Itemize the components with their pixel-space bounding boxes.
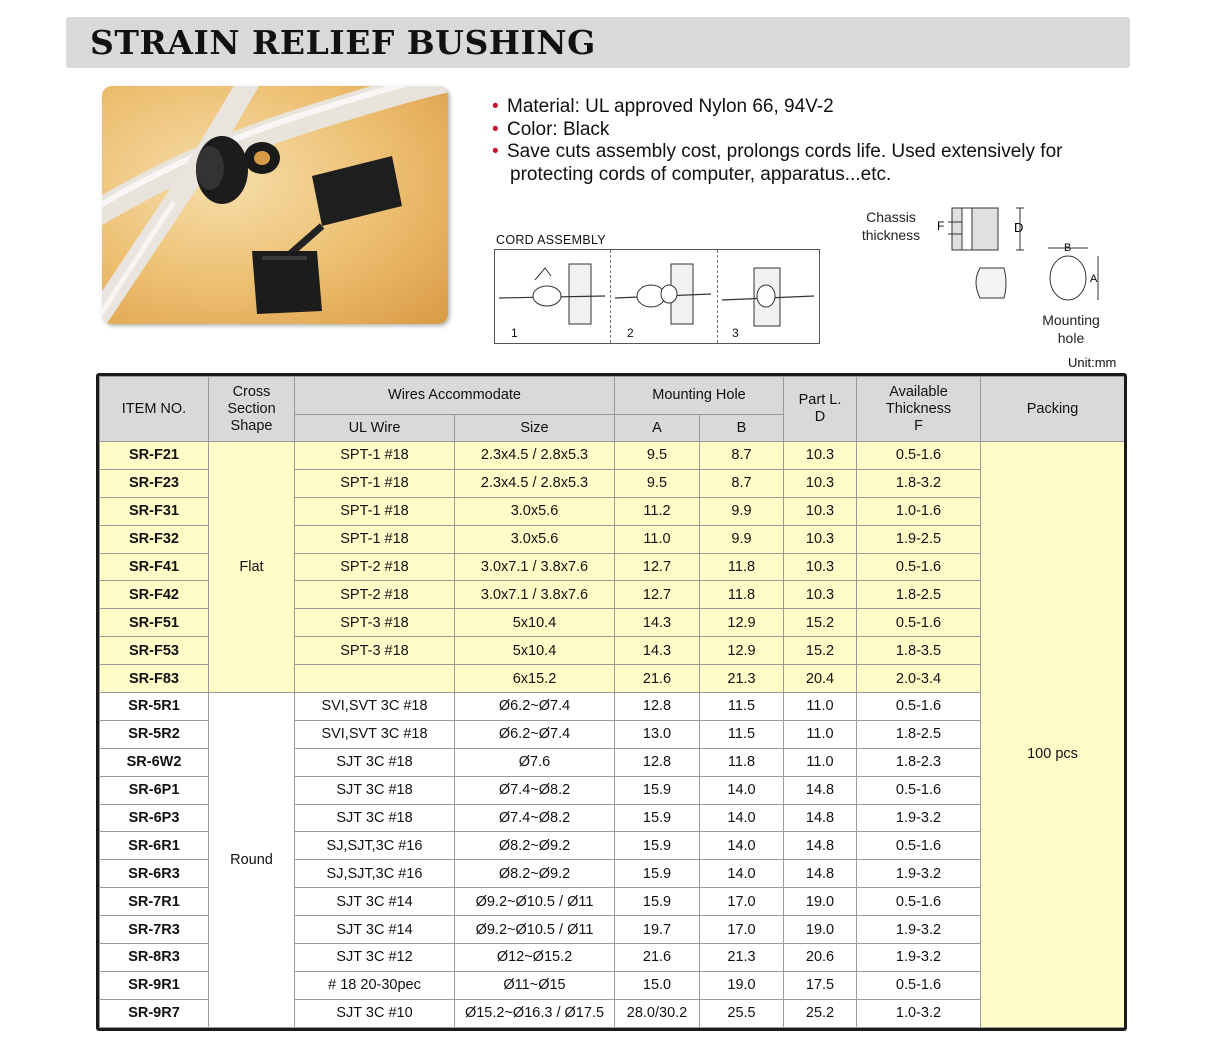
thickness-cell: 0.5-1.6 [857,776,981,804]
size-cell: Ø9.2~Ø10.5 / Ø11 [455,888,615,916]
mount-a-cell: 14.3 [615,609,700,637]
mount-a-cell: 15.0 [615,971,700,999]
thickness-cell: 1.8-2.3 [857,748,981,776]
ul-wire-cell: SJT 3C #10 [295,999,455,1027]
header-packing: Packing [981,377,1125,442]
part-l-cell: 19.0 [784,888,857,916]
cord-step-number: 2 [627,326,634,340]
item-no-cell: SR-8R3 [100,944,209,972]
thickness-cell: 1.8-2.5 [857,581,981,609]
mount-b-cell: 8.7 [700,469,784,497]
thickness-cell: 0.5-1.6 [857,553,981,581]
item-no-cell: SR-F23 [100,469,209,497]
part-l-cell: 10.3 [784,442,857,470]
label-b: B [1064,242,1072,254]
feature-text: protecting cords of computer, apparatus...etc. [510,163,892,185]
mount-a-cell: 15.9 [615,832,700,860]
mount-a-cell: 11.2 [615,497,700,525]
header-ul-wire: UL Wire [295,415,455,442]
mount-b-cell: 11.8 [700,553,784,581]
thickness-cell: 1.9-3.2 [857,804,981,832]
part-l-cell: 14.8 [784,832,857,860]
chassis-label-line: Chassis [866,209,916,225]
ul-wire-cell [295,665,455,693]
mount-b-cell: 9.9 [700,497,784,525]
ul-wire-cell: SPT-2 #18 [295,553,455,581]
item-no-cell: SR-5R2 [100,720,209,748]
header-line: Thickness [885,400,952,417]
part-l-cell: 19.0 [784,916,857,944]
size-cell: 3.0x5.6 [455,497,615,525]
mount-b-cell: 19.0 [700,971,784,999]
bullet-icon: • [492,118,499,140]
ul-wire-cell: SJT 3C #18 [295,804,455,832]
ul-wire-cell: SJ,SJT,3C #16 [295,860,455,888]
thickness-cell: 0.5-1.6 [857,442,981,470]
item-no-cell: SR-F42 [100,581,209,609]
size-cell: Ø11~Ø15 [455,971,615,999]
mount-b-cell: 14.0 [700,832,784,860]
table-row [100,693,1125,721]
header-b: B [700,415,784,442]
mount-b-cell: 14.0 [700,804,784,832]
part-l-cell: 15.2 [784,637,857,665]
header-mounting-hole: Mounting Hole [615,377,784,415]
ul-wire-cell: SJT 3C #12 [295,944,455,972]
feature-item [492,119,1132,142]
size-cell: Ø6.2~Ø7.4 [455,693,615,721]
cord-step-panel [718,250,819,343]
header-wires: Wires Accommodate [295,377,615,415]
part-l-cell: 11.0 [784,693,857,721]
label-a: A [1090,273,1098,285]
part-l-cell: 14.8 [784,860,857,888]
cord-step-panel [495,250,611,343]
size-cell: 3.0x7.1 / 3.8x7.6 [455,553,615,581]
part-l-cell: 10.3 [784,525,857,553]
size-cell: Ø7.4~Ø8.2 [455,804,615,832]
size-cell: Ø7.6 [455,748,615,776]
ul-wire-cell: SPT-1 #18 [295,497,455,525]
mount-b-cell: 11.8 [700,581,784,609]
cord-assembly-label: CORD ASSEMBLY [496,233,606,247]
part-l-cell: 14.8 [784,804,857,832]
cord-step-number: 1 [511,326,518,340]
part-l-cell: 20.6 [784,944,857,972]
mounting-hole-diagram [1040,240,1110,310]
size-cell: Ø7.4~Ø8.2 [455,776,615,804]
thickness-cell: 0.5-1.6 [857,609,981,637]
chassis-thickness-label [848,208,934,244]
thickness-cell: 1.8-2.5 [857,720,981,748]
ul-wire-cell: SJ,SJT,3C #16 [295,832,455,860]
ul-wire-cell: SPT-3 #18 [295,637,455,665]
size-cell: Ø8.2~Ø9.2 [455,860,615,888]
chassis-label-line: thickness [861,227,921,243]
mount-b-cell: 17.0 [700,916,784,944]
mount-a-cell: 12.7 [615,581,700,609]
item-no-cell: SR-F51 [100,609,209,637]
thickness-cell: 1.9-3.2 [857,944,981,972]
item-no-cell: SR-F41 [100,553,209,581]
mount-b-cell: 12.9 [700,609,784,637]
thickness-cell: 0.5-1.6 [857,888,981,916]
mount-a-cell: 21.6 [615,944,700,972]
size-cell: Ø12~Ø15.2 [455,944,615,972]
ul-wire-cell: SPT-1 #18 [295,469,455,497]
mount-a-cell: 19.7 [615,916,700,944]
mount-b-cell: 17.0 [700,888,784,916]
mount-a-cell: 15.9 [615,776,700,804]
item-no-cell: SR-6P1 [100,776,209,804]
size-cell: 2.3x4.5 / 2.8x5.3 [455,442,615,470]
header-cross-section [209,377,295,442]
mount-a-cell: 12.8 [615,693,700,721]
shape-cell-flat: Flat [209,442,295,693]
part-l-cell: 15.2 [784,609,857,637]
header-line: Shape [230,417,273,434]
product-photo-illustration [102,86,448,324]
item-no-cell: SR-9R7 [100,999,209,1027]
ul-wire-cell: SJT 3C #14 [295,916,455,944]
header-line: Cross [232,383,271,400]
part-l-cell: 10.3 [784,553,857,581]
title-bar [66,17,1130,68]
mount-a-cell: 21.6 [615,665,700,693]
thickness-cell: 1.8-3.5 [857,637,981,665]
item-no-cell: SR-6W2 [100,748,209,776]
mount-a-cell: 15.9 [615,860,700,888]
ul-wire-cell: # 18 20-30pec [295,971,455,999]
page-title: STRAIN RELIEF BUSHING [90,23,596,62]
feature-item [492,96,1132,119]
item-no-cell: SR-9R1 [100,971,209,999]
size-cell: 3.0x5.6 [455,525,615,553]
item-no-cell: SR-6R3 [100,860,209,888]
mount-a-cell: 11.0 [615,525,700,553]
thickness-cell: 0.5-1.6 [857,693,981,721]
unit-label: Unit:mm [1068,355,1117,370]
bullet-icon: • [492,141,499,162]
spec-table-body [100,442,1125,1028]
item-no-cell: SR-F53 [100,637,209,665]
ul-wire-cell: SJT 3C #18 [295,748,455,776]
label-d: D [1014,220,1024,235]
item-no-cell: SR-F31 [100,497,209,525]
mount-label-line: hole [1057,330,1085,346]
cord-step-panel [611,250,718,343]
header-a: A [615,415,700,442]
mount-b-cell: 11.8 [700,748,784,776]
feature-text: Material: UL approved Nylon 66, 94V-2 [507,96,834,117]
mount-a-cell: 9.5 [615,442,700,470]
part-l-cell: 20.4 [784,665,857,693]
ul-wire-cell: SPT-3 #18 [295,609,455,637]
header-size: Size [455,415,615,442]
bullet-icon: • [492,96,499,117]
mount-a-cell: 12.8 [615,748,700,776]
mount-b-cell: 11.5 [700,693,784,721]
size-cell: Ø9.2~Ø10.5 / Ø11 [455,916,615,944]
size-cell: Ø6.2~Ø7.4 [455,720,615,748]
ul-wire-cell: SPT-1 #18 [295,442,455,470]
header-line: Part L. [798,392,842,408]
size-cell: 5x10.4 [455,609,615,637]
item-no-cell: SR-F83 [100,665,209,693]
header-line: Available [889,383,948,400]
part-l-cell: 25.2 [784,999,857,1027]
part-l-cell: 11.0 [784,720,857,748]
product-photo [102,86,448,324]
mount-b-cell: 14.0 [700,776,784,804]
mount-b-cell: 11.5 [700,720,784,748]
mount-b-cell: 21.3 [700,665,784,693]
mount-a-cell: 12.7 [615,553,700,581]
thickness-cell: 1.0-3.2 [857,999,981,1027]
bushing-side-diagram [932,198,1032,308]
mount-a-cell: 9.5 [615,469,700,497]
mount-label-line: Mounting [1042,312,1100,328]
thickness-cell: 0.5-1.6 [857,832,981,860]
header-item-no: ITEM NO. [100,377,209,442]
mount-a-cell: 15.9 [615,888,700,916]
mount-a-cell: 14.3 [615,637,700,665]
ul-wire-cell: SJT 3C #18 [295,776,455,804]
item-no-cell: SR-7R3 [100,916,209,944]
size-cell: 5x10.4 [455,637,615,665]
size-cell: 6x15.2 [455,665,615,693]
size-cell: 3.0x7.1 / 3.8x7.6 [455,581,615,609]
header-line: Section [227,400,276,417]
item-no-cell: SR-F21 [100,442,209,470]
item-no-cell: SR-6P3 [100,804,209,832]
size-cell: 2.3x4.5 / 2.8x5.3 [455,469,615,497]
part-l-cell: 17.5 [784,971,857,999]
header-thickness [857,377,981,442]
mount-b-cell: 8.7 [700,442,784,470]
header-line: F [914,417,923,434]
spec-table-container [96,373,1127,1031]
thickness-cell: 1.9-2.5 [857,525,981,553]
feature-item [492,141,1132,164]
thickness-cell: 0.5-1.6 [857,971,981,999]
part-l-cell: 10.3 [784,469,857,497]
cord-assembly-diagram [494,249,820,344]
part-l-cell: 10.3 [784,581,857,609]
label-f: F [937,219,945,233]
mounting-hole-label [1028,311,1114,347]
thickness-cell: 1.9-3.2 [857,860,981,888]
thickness-cell: 1.9-3.2 [857,916,981,944]
header-line: D [814,409,826,425]
header-part-l [784,377,857,442]
spec-table [99,376,1125,1028]
mount-a-cell: 28.0/30.2 [615,999,700,1027]
mount-b-cell: 14.0 [700,860,784,888]
table-row [100,442,1125,470]
item-no-cell: SR-6R1 [100,832,209,860]
mount-b-cell: 25.5 [700,999,784,1027]
mount-a-cell: 15.9 [615,804,700,832]
ul-wire-cell: SPT-2 #18 [295,581,455,609]
thickness-cell: 1.8-3.2 [857,469,981,497]
cord-step-number: 3 [732,326,739,340]
mount-b-cell: 21.3 [700,944,784,972]
mount-b-cell: 12.9 [700,637,784,665]
thickness-cell: 2.0-3.4 [857,665,981,693]
part-l-cell: 10.3 [784,497,857,525]
ul-wire-cell: SJT 3C #14 [295,888,455,916]
mount-b-cell: 9.9 [700,525,784,553]
ul-wire-cell: SVI,SVT 3C #18 [295,720,455,748]
feature-list [492,96,1132,186]
packing-cell: 100 pcs [981,442,1125,1028]
size-cell: Ø8.2~Ø9.2 [455,832,615,860]
item-no-cell: SR-7R1 [100,888,209,916]
thickness-cell: 1.0-1.6 [857,497,981,525]
part-l-cell: 14.8 [784,776,857,804]
shape-cell-round: Round [209,693,295,1028]
feature-text: Save cuts assembly cost, prolongs cords life. Used extensively for [507,141,1063,162]
ul-wire-cell: SPT-1 #18 [295,525,455,553]
feature-item-continued [492,164,1132,187]
feature-text: Color: Black [507,118,610,140]
mount-a-cell: 13.0 [615,720,700,748]
item-no-cell: SR-F32 [100,525,209,553]
ul-wire-cell: SVI,SVT 3C #18 [295,693,455,721]
size-cell: Ø15.2~Ø16.3 / Ø17.5 [455,999,615,1027]
part-l-cell: 11.0 [784,748,857,776]
item-no-cell: SR-5R1 [100,693,209,721]
